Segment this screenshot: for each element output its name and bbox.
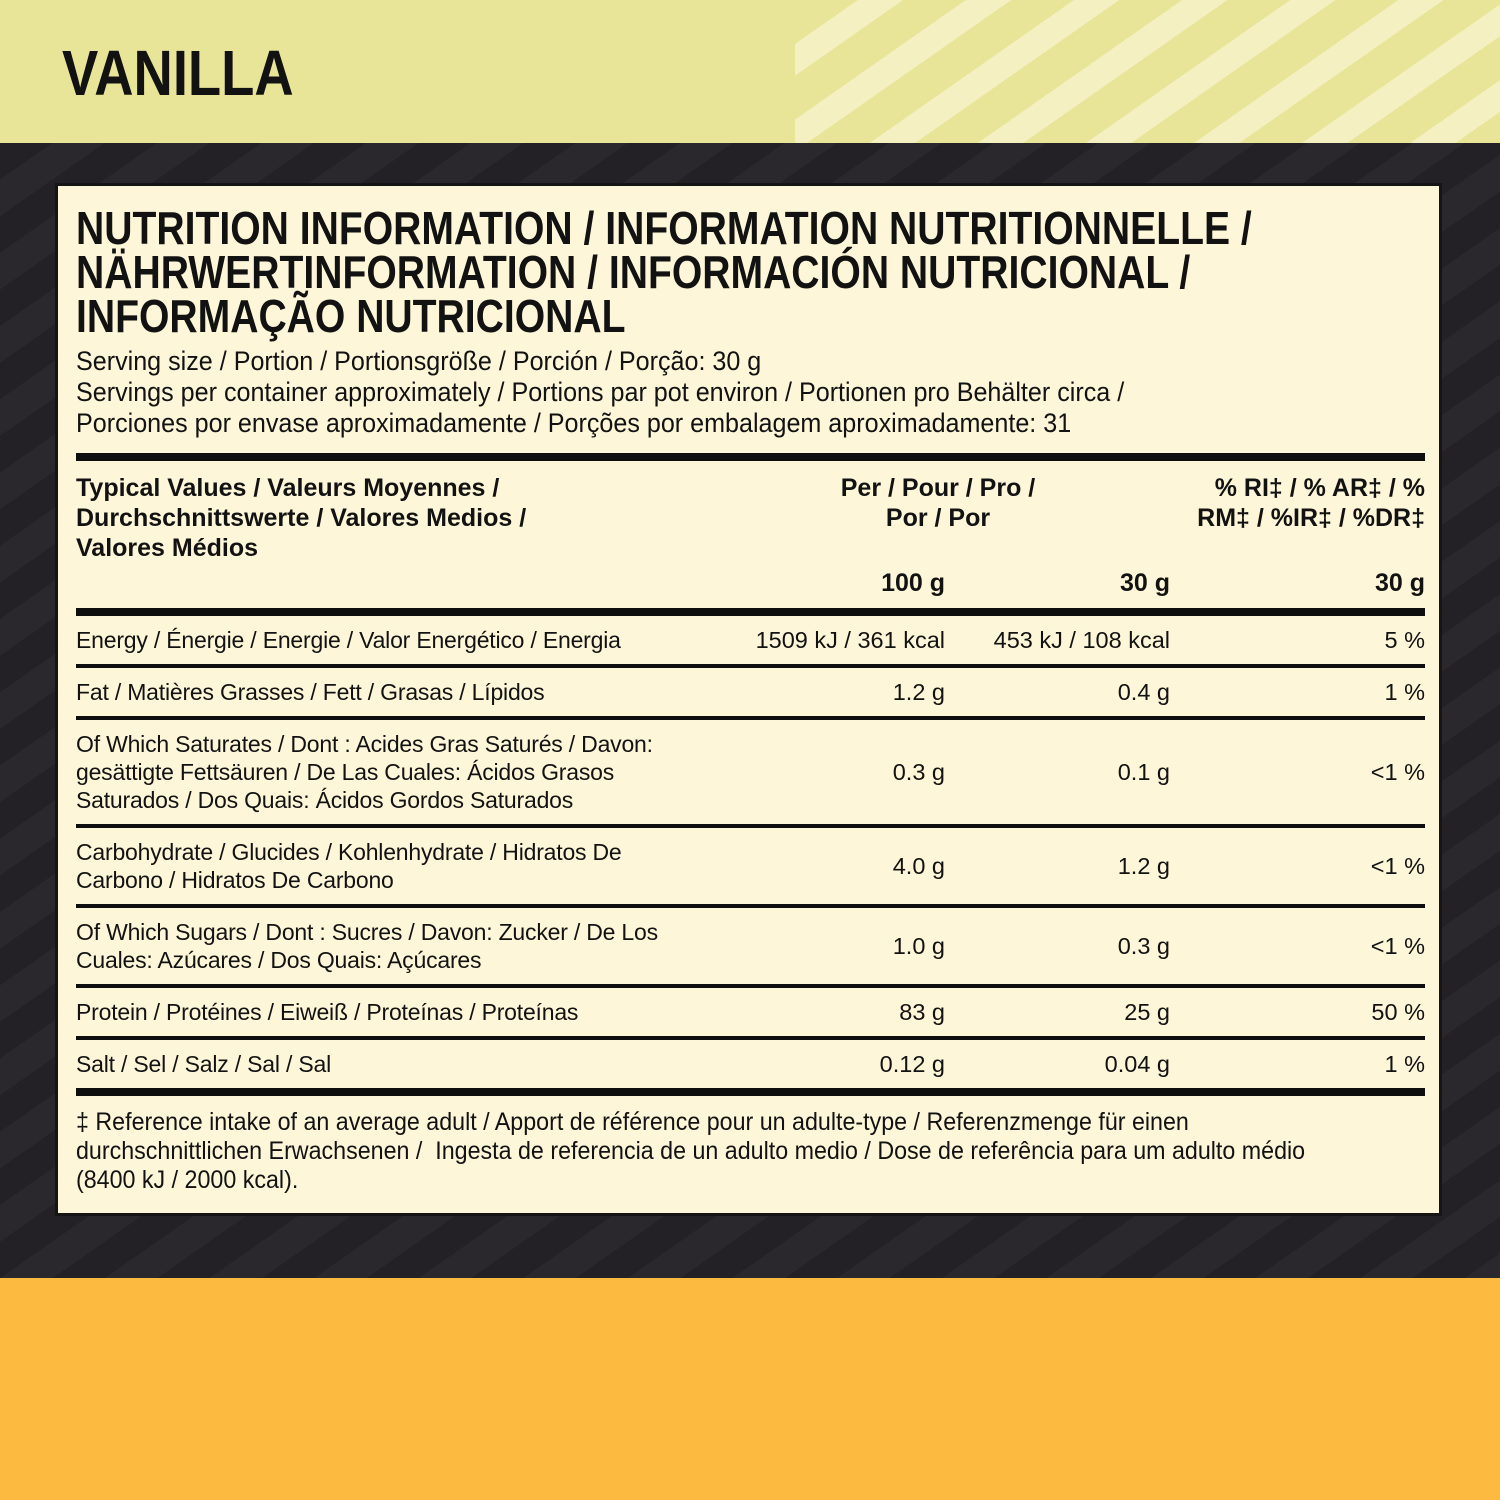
unit-per-100g: 100 g [881,569,945,597]
row-value-per-30g: 0.04 g [1104,1050,1170,1077]
row-value-ri: 1 % [1384,1050,1425,1077]
table-row-fat [76,668,1425,716]
table-header-row [76,473,1425,563]
units-row [76,569,1425,598]
row-value-per-30g: 453 kJ / 108 kcal [993,626,1170,653]
row-label: Carbohydrate / Glucides / Kohlenhydrate / Hidratos De Carbono / Hidratos De Carbono [76,839,622,893]
nutrition-panel [55,183,1442,1216]
panel-title-line: NUTRITION INFORMATION / INFORMATION NUTRITIONNELLE / [76,202,1252,254]
row-label: Of Which Saturates / Dont : Acides Gras Saturés / Davon: gesättigte Fettsäuren / De Las Cuales: Ácidos Grasos Saturados / Dos Quais: Ácidos Gordos Saturados [76,731,653,813]
row-value-ri: 5 % [1384,626,1425,653]
table-row-carbohydrate [76,828,1425,904]
row-value-per-100g: 0.12 g [879,1050,945,1077]
row-value-per-100g: 1.2 g [892,678,945,705]
row-value-per-100g: 1.0 g [892,932,945,959]
reference-intake-footnote [76,1108,1425,1195]
footnote-line: durchschnittlichen Erwachsenen / Ingesta de referencia de un adulto medio / Dose de referência para um adulto médio [76,1137,1306,1165]
table-rule-header-bottom [76,608,1425,616]
panel-title-line: INFORMAÇÃO NUTRICIONAL [76,290,626,342]
dark-striped-background [0,143,1500,1278]
serving-info [76,346,1425,439]
row-label: Protein / Protéines / Eiweiß / Proteínas / Proteínas [76,999,579,1025]
unit-per-30g: 30 g [1119,569,1170,597]
per-column-heading: Per / Pour / Pro / Por / Por [840,474,1036,532]
table-row-salt [76,1040,1425,1088]
row-label: Energy / Énergie / Energie / Valor Energético / Energia [76,627,621,653]
diagonal-stripes-decoration [795,0,1500,143]
table-rule-bottom [76,1088,1425,1096]
footnote-line: (8400 kJ / 2000 kcal). [76,1166,299,1194]
units-row-spacer [76,569,720,598]
row-value-per-100g: 1509 kJ / 361 kcal [755,626,945,653]
table-row-sugars [76,908,1425,984]
panel-title [76,202,1425,342]
table-row-protein [76,988,1425,1036]
row-value-per-30g: 0.4 g [1117,678,1170,705]
servings-per-container-line: Servings per container approximately / Portions par pot environ / Portionen pro Behälter circa / [76,377,1125,407]
unit-ri-30g: 30 g [1374,569,1425,597]
row-value-ri: <1 % [1370,852,1425,879]
row-label: Salt / Sel / Salz / Sal / Sal [76,1051,331,1077]
flavor-banner [0,0,1500,143]
footnote-line: ‡ Reference intake of an average adult / Apport de référence pour un adulte-type / Referenzmenge für einen [76,1108,1189,1136]
serving-size-line: Serving size / Portion / Portionsgröße / Porción / Porção: 30 g [76,346,762,376]
row-value-ri: 50 % [1371,998,1425,1025]
row-label: Of Which Sugars / Dont : Sucres / Davon: Zucker / De Los Cuales: Azúcares / Dos Quais: Açúcares [76,919,658,973]
table-row-saturates [76,720,1425,824]
row-label: Fat / Matières Grasses / Fett / Grasas / Lípidos [76,679,545,705]
servings-per-container-line: Porciones por envase aproximadamente / Porções por embalagem aproximadamente: 31 [76,408,1072,438]
panel-title-line: NÄHRWERTINFORMATION / INFORMACIÓN NUTRICIONAL / [76,246,1191,298]
row-value-per-30g: 1.2 g [1117,852,1170,879]
flavor-name: VANILLA [62,37,294,109]
bottom-orange-band [0,1278,1500,1500]
table-header [76,461,1425,608]
row-value-ri: <1 % [1370,758,1425,785]
row-value-per-30g: 0.3 g [1117,932,1170,959]
row-value-per-100g: 0.3 g [892,758,945,785]
reference-intake-heading: % RI‡ / % AR‡ / % RM‡ / %IR‡ / %DR‡ [1197,474,1425,532]
row-value-per-100g: 83 g [899,998,945,1025]
row-value-per-100g: 4.0 g [892,852,945,879]
typical-values-heading: Typical Values / Valeurs Moyennes / Durchschnittswerte / Valores Medios / Valores Médios [76,474,527,562]
row-value-ri: <1 % [1370,932,1425,959]
row-value-per-30g: 25 g [1124,998,1170,1025]
table-row-energy [76,616,1425,664]
table-rule-top [76,453,1425,461]
row-value-ri: 1 % [1384,678,1425,705]
row-value-per-30g: 0.1 g [1117,758,1170,785]
